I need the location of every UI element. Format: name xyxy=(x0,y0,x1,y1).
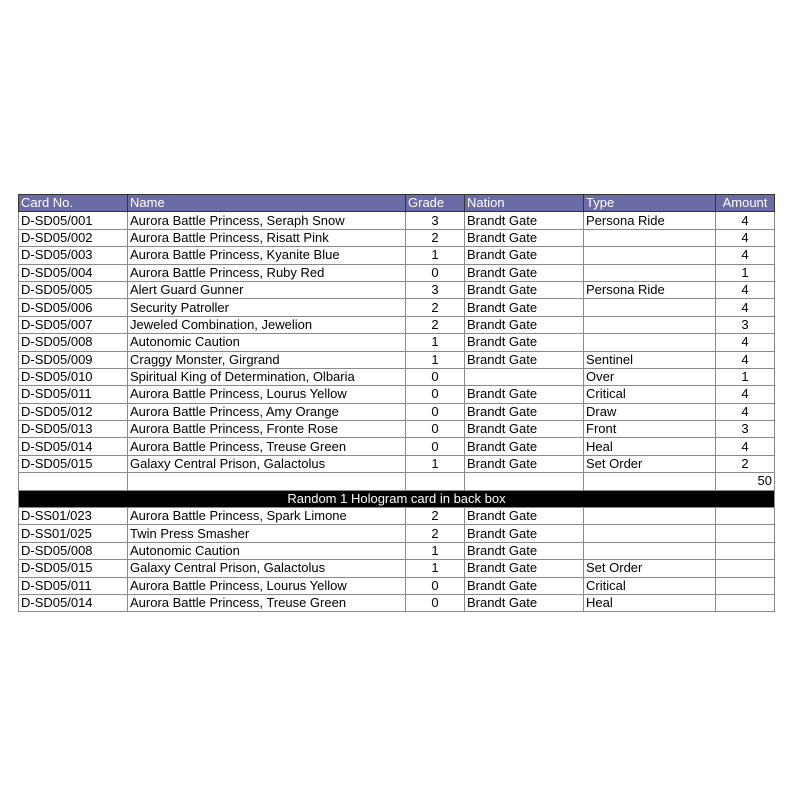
cell-name: Aurora Battle Princess, Lourus Yellow xyxy=(128,577,406,594)
total-empty-cell xyxy=(584,473,716,490)
cell-nation: Brandt Gate xyxy=(465,247,584,264)
cell-grade: 3 xyxy=(406,212,465,229)
cell-grade: 1 xyxy=(406,455,465,472)
table-row xyxy=(19,334,775,351)
table-row xyxy=(19,386,775,403)
cell-name: Autonomic Caution xyxy=(128,334,406,351)
cell-card-no: D-SS01/023 xyxy=(19,508,128,525)
cell-nation: Brandt Gate xyxy=(465,264,584,281)
cell-name: Aurora Battle Princess, Kyanite Blue xyxy=(128,247,406,264)
cell-grade: 0 xyxy=(406,386,465,403)
cell-card-no: D-SD05/014 xyxy=(19,594,128,611)
table-row xyxy=(19,212,775,229)
cell-nation: Brandt Gate xyxy=(465,577,584,594)
cell-name: Galaxy Central Prison, Galactolus xyxy=(128,455,406,472)
cell-type: Sentinel xyxy=(584,351,716,368)
hologram-card-rows xyxy=(19,508,775,612)
cell-card-no: D-SD05/015 xyxy=(19,560,128,577)
table-row xyxy=(19,351,775,368)
cell-nation: Brandt Gate xyxy=(465,281,584,298)
cell-type: Over xyxy=(584,368,716,385)
table-row xyxy=(19,368,775,385)
cell-nation: Brandt Gate xyxy=(465,212,584,229)
table-row xyxy=(19,299,775,316)
cell-amount: 4 xyxy=(716,334,775,351)
cell-card-no: D-SD05/013 xyxy=(19,421,128,438)
hologram-banner: Random 1 Hologram card in back box xyxy=(19,490,775,507)
cell-name: Twin Press Smasher xyxy=(128,525,406,542)
total-empty-cell xyxy=(406,473,465,490)
cell-nation: Brandt Gate xyxy=(465,229,584,246)
cell-nation: Brandt Gate xyxy=(465,299,584,316)
cell-grade: 0 xyxy=(406,264,465,281)
table-row xyxy=(19,229,775,246)
cell-grade: 1 xyxy=(406,560,465,577)
cell-amount xyxy=(716,594,775,611)
col-header-name: Name xyxy=(128,195,406,212)
cell-grade: 2 xyxy=(406,299,465,316)
cell-type: Set Order xyxy=(584,455,716,472)
cell-nation: Brandt Gate xyxy=(465,560,584,577)
cell-type xyxy=(584,264,716,281)
cell-name: Jeweled Combination, Jewelion xyxy=(128,316,406,333)
total-empty-cell xyxy=(465,473,584,490)
cell-grade: 1 xyxy=(406,334,465,351)
table-row xyxy=(19,508,775,525)
cell-grade: 0 xyxy=(406,594,465,611)
cell-type xyxy=(584,542,716,559)
cell-name: Spiritual King of Determination, Olbaria xyxy=(128,368,406,385)
cell-type xyxy=(584,316,716,333)
cell-grade: 2 xyxy=(406,525,465,542)
cell-card-no: D-SD05/010 xyxy=(19,368,128,385)
col-header-nation: Nation xyxy=(465,195,584,212)
cell-grade: 0 xyxy=(406,438,465,455)
cell-nation: Brandt Gate xyxy=(465,316,584,333)
cell-type xyxy=(584,247,716,264)
table-row xyxy=(19,455,775,472)
table-row xyxy=(19,403,775,420)
cell-grade: 0 xyxy=(406,421,465,438)
cell-name: Aurora Battle Princess, Risatt Pink xyxy=(128,229,406,246)
cell-type: Critical xyxy=(584,386,716,403)
cell-grade: 1 xyxy=(406,247,465,264)
cell-card-no: D-SS01/025 xyxy=(19,525,128,542)
cell-type: Heal xyxy=(584,594,716,611)
cell-card-no: D-SD05/002 xyxy=(19,229,128,246)
cell-amount: 4 xyxy=(716,281,775,298)
cell-amount: 4 xyxy=(716,229,775,246)
cell-type: Heal xyxy=(584,438,716,455)
col-header-grade: Grade xyxy=(406,195,465,212)
cell-nation: Brandt Gate xyxy=(465,421,584,438)
cell-grade: 3 xyxy=(406,281,465,298)
card-list-table xyxy=(18,194,775,612)
cell-amount: 3 xyxy=(716,421,775,438)
cell-card-no: D-SD05/006 xyxy=(19,299,128,316)
cell-card-no: D-SD05/009 xyxy=(19,351,128,368)
table-row xyxy=(19,316,775,333)
cell-amount: 1 xyxy=(716,264,775,281)
cell-nation: Brandt Gate xyxy=(465,542,584,559)
header-row xyxy=(19,195,775,212)
cell-card-no: D-SD05/001 xyxy=(19,212,128,229)
cell-nation: Brandt Gate xyxy=(465,438,584,455)
cell-grade: 2 xyxy=(406,508,465,525)
cell-amount xyxy=(716,542,775,559)
cell-name: Aurora Battle Princess, Lourus Yellow xyxy=(128,386,406,403)
cell-card-no: D-SD05/015 xyxy=(19,455,128,472)
col-header-card-no: Card No. xyxy=(19,195,128,212)
table-row xyxy=(19,525,775,542)
table-row xyxy=(19,577,775,594)
cell-nation: Brandt Gate xyxy=(465,386,584,403)
col-header-amount: Amount xyxy=(716,195,775,212)
total-empty-cell xyxy=(128,473,406,490)
hologram-banner-row xyxy=(19,490,775,507)
cell-amount: 1 xyxy=(716,368,775,385)
cell-grade: 0 xyxy=(406,577,465,594)
cell-name: Security Patroller xyxy=(128,299,406,316)
table-row xyxy=(19,542,775,559)
table-row xyxy=(19,560,775,577)
cell-type: Draw xyxy=(584,403,716,420)
cell-type xyxy=(584,525,716,542)
cell-nation: Brandt Gate xyxy=(465,351,584,368)
cell-amount xyxy=(716,525,775,542)
cell-grade: 0 xyxy=(406,368,465,385)
table-row xyxy=(19,421,775,438)
total-row xyxy=(19,473,775,490)
cell-name: Aurora Battle Princess, Amy Orange xyxy=(128,403,406,420)
table-row xyxy=(19,594,775,611)
cell-nation: Brandt Gate xyxy=(465,508,584,525)
cell-nation: Brandt Gate xyxy=(465,403,584,420)
cell-nation: Brandt Gate xyxy=(465,455,584,472)
cell-amount: 4 xyxy=(716,403,775,420)
cell-nation: Brandt Gate xyxy=(465,594,584,611)
total-amount: 50 xyxy=(716,473,775,490)
cell-name: Aurora Battle Princess, Spark Limone xyxy=(128,508,406,525)
cell-name: Aurora Battle Princess, Treuse Green xyxy=(128,438,406,455)
cell-name: Craggy Monster, Girgrand xyxy=(128,351,406,368)
cell-nation xyxy=(465,368,584,385)
cell-amount: 4 xyxy=(716,438,775,455)
cell-grade: 2 xyxy=(406,229,465,246)
cell-card-no: D-SD05/012 xyxy=(19,403,128,420)
cell-grade: 1 xyxy=(406,542,465,559)
table-row xyxy=(19,247,775,264)
col-header-type: Type xyxy=(584,195,716,212)
cell-type: Front xyxy=(584,421,716,438)
cell-card-no: D-SD05/007 xyxy=(19,316,128,333)
cell-type: Persona Ride xyxy=(584,281,716,298)
cell-card-no: D-SD05/008 xyxy=(19,334,128,351)
cell-name: Aurora Battle Princess, Treuse Green xyxy=(128,594,406,611)
cell-type xyxy=(584,334,716,351)
cell-type xyxy=(584,508,716,525)
total-section xyxy=(19,473,775,508)
cell-nation: Brandt Gate xyxy=(465,525,584,542)
cell-grade: 2 xyxy=(406,316,465,333)
cell-name: Aurora Battle Princess, Seraph Snow xyxy=(128,212,406,229)
cell-grade: 0 xyxy=(406,403,465,420)
cell-card-no: D-SD05/003 xyxy=(19,247,128,264)
cell-amount xyxy=(716,560,775,577)
cell-amount: 3 xyxy=(716,316,775,333)
cell-amount: 4 xyxy=(716,351,775,368)
cell-amount: 4 xyxy=(716,299,775,316)
cell-card-no: D-SD05/014 xyxy=(19,438,128,455)
cell-card-no: D-SD05/005 xyxy=(19,281,128,298)
main-card-rows xyxy=(19,212,775,473)
cell-grade: 1 xyxy=(406,351,465,368)
cell-amount: 4 xyxy=(716,247,775,264)
table-row xyxy=(19,438,775,455)
cell-type xyxy=(584,299,716,316)
cell-type: Set Order xyxy=(584,560,716,577)
cell-card-no: D-SD05/011 xyxy=(19,577,128,594)
cell-amount: 2 xyxy=(716,455,775,472)
table-row xyxy=(19,281,775,298)
cell-name: Aurora Battle Princess, Ruby Red xyxy=(128,264,406,281)
cell-amount xyxy=(716,508,775,525)
table-row xyxy=(19,264,775,281)
cell-card-no: D-SD05/011 xyxy=(19,386,128,403)
cell-amount: 4 xyxy=(716,212,775,229)
cell-card-no: D-SD05/008 xyxy=(19,542,128,559)
cell-card-no: D-SD05/004 xyxy=(19,264,128,281)
cell-name: Aurora Battle Princess, Fronte Rose xyxy=(128,421,406,438)
cell-name: Autonomic Caution xyxy=(128,542,406,559)
total-empty-cell xyxy=(19,473,128,490)
cell-amount: 4 xyxy=(716,386,775,403)
cell-nation: Brandt Gate xyxy=(465,334,584,351)
cell-type: Critical xyxy=(584,577,716,594)
cell-name: Alert Guard Gunner xyxy=(128,281,406,298)
cell-type: Persona Ride xyxy=(584,212,716,229)
cell-type xyxy=(584,229,716,246)
cell-amount xyxy=(716,577,775,594)
cell-name: Galaxy Central Prison, Galactolus xyxy=(128,560,406,577)
